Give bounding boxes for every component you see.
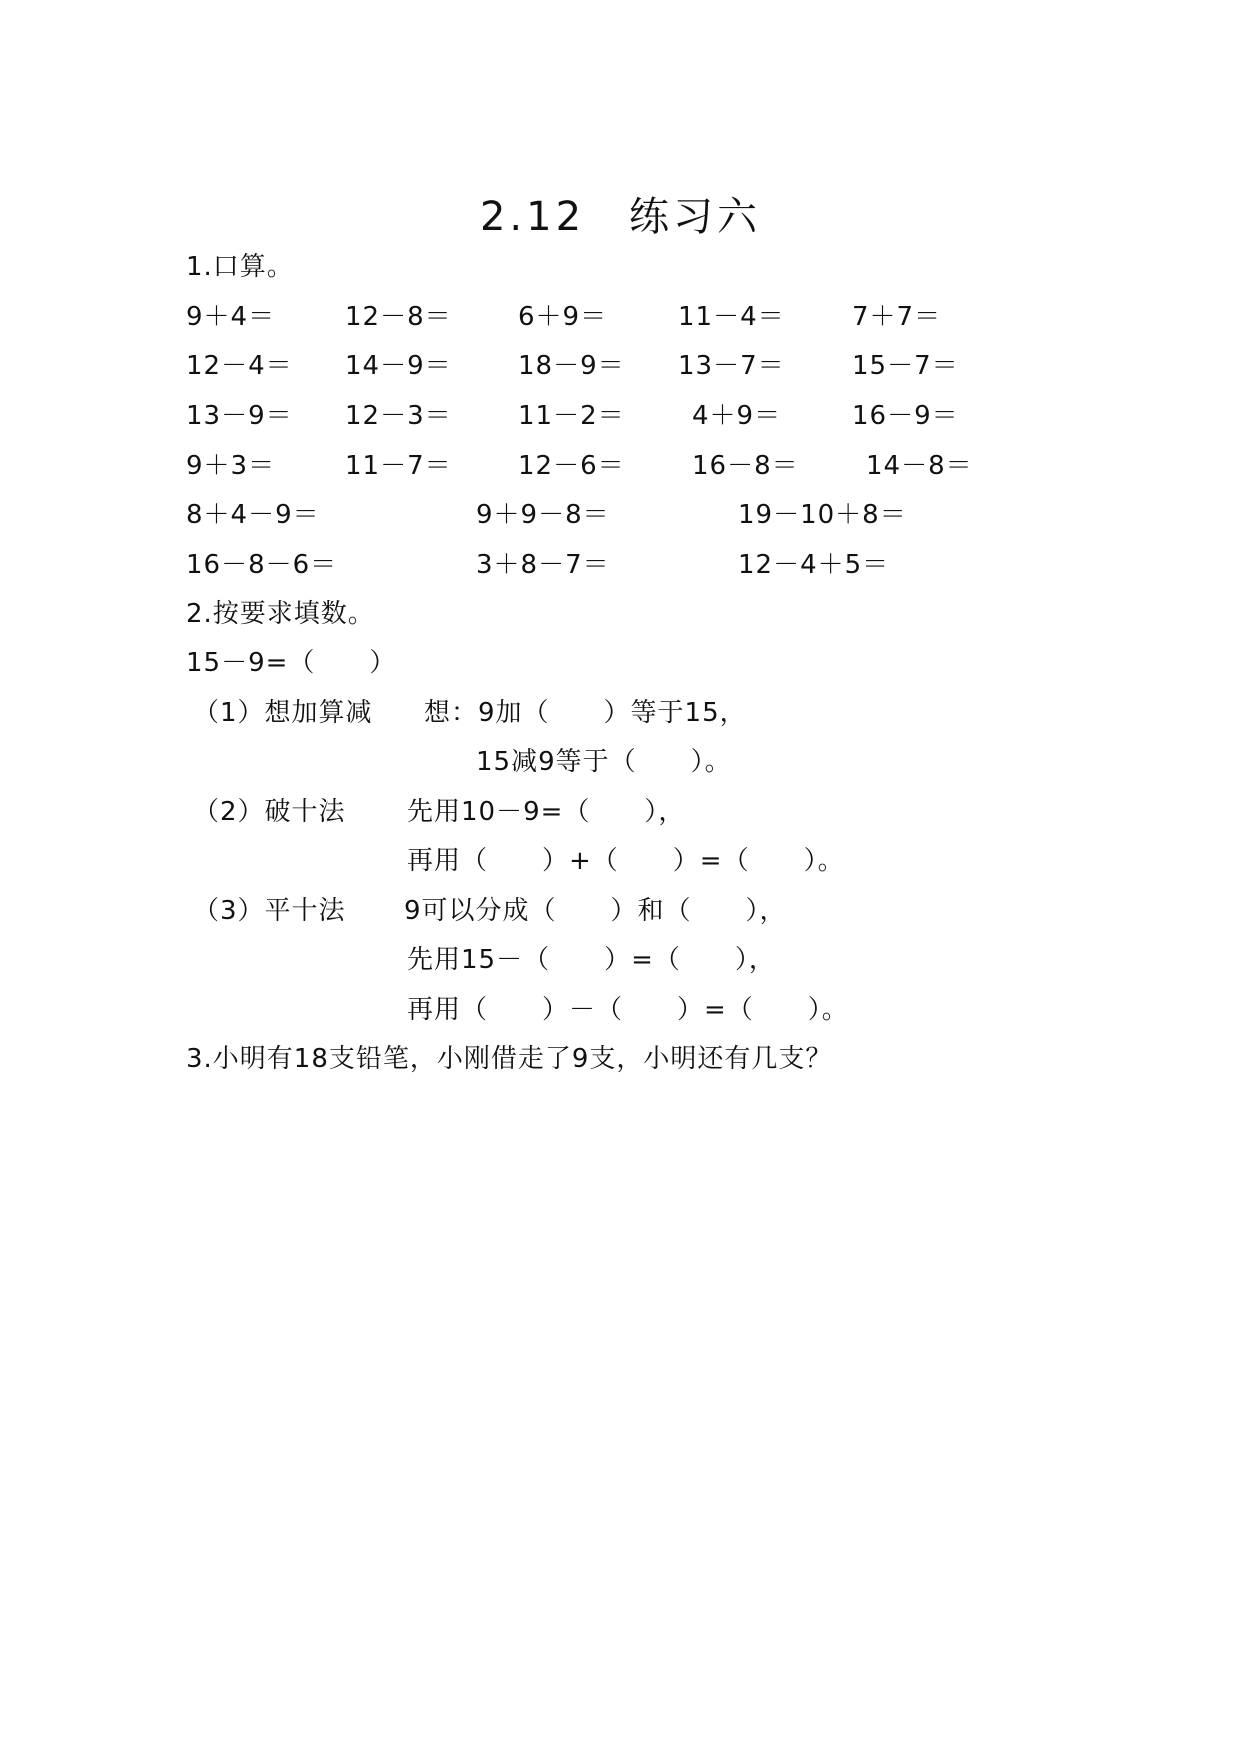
mixed-calc-item: 3＋8－7＝ bbox=[476, 550, 610, 580]
oral-calc-item: 12－3＝ bbox=[345, 401, 452, 431]
method-3-line: 先用15－（ ）=（ ）， bbox=[407, 945, 776, 975]
oral-calc-item: 14－9＝ bbox=[345, 351, 452, 381]
oral-calc-item: 9＋4＝ bbox=[186, 302, 276, 332]
oral-calc-item: 7＋7＝ bbox=[852, 302, 942, 332]
method-3-line: 再用（ ）－（ ）=（ ）。 bbox=[407, 995, 849, 1025]
mixed-calc-item: 12－4＋5＝ bbox=[738, 550, 890, 580]
oral-calc-item: 4＋9＝ bbox=[692, 401, 782, 431]
mixed-calc-item: 19－10＋8＝ bbox=[738, 500, 907, 530]
method-2-label: （2）破十法 bbox=[193, 797, 346, 827]
mixed-calc-item: 8＋4－9＝ bbox=[186, 500, 320, 530]
oral-calc-item: 18－9＝ bbox=[518, 351, 625, 381]
method-1-label: （1）想加算减 bbox=[193, 698, 373, 728]
mixed-calc-item: 9＋9－8＝ bbox=[476, 500, 610, 530]
method-2-line: 再用（ ）+（ ）=（ ）。 bbox=[407, 846, 845, 876]
oral-calc-item: 14－8＝ bbox=[866, 451, 973, 481]
oral-calc-item: 12－8＝ bbox=[345, 302, 452, 332]
oral-calc-item: 11－4＝ bbox=[678, 302, 785, 332]
method-1-line: 15减9等于（ ）。 bbox=[476, 747, 732, 777]
oral-calc-item: 12－6＝ bbox=[518, 451, 625, 481]
oral-calc-item: 13－9＝ bbox=[186, 401, 293, 431]
method-3-label: （3）平十法 bbox=[193, 896, 346, 926]
oral-calc-item: 9＋3＝ bbox=[186, 451, 276, 481]
method-3-line: 9可以分成（ ）和（ ）， bbox=[404, 896, 787, 926]
q2-heading: 2.按要求填数。 bbox=[186, 599, 375, 629]
oral-calc-item: 16－8＝ bbox=[692, 451, 799, 481]
oral-calc-item: 12－4＝ bbox=[186, 351, 293, 381]
oral-calc-item: 15－7＝ bbox=[852, 351, 959, 381]
q1-heading: 1.口算。 bbox=[186, 252, 294, 282]
page-title: 2.12 练习六 bbox=[479, 194, 762, 240]
oral-calc-item: 13－7＝ bbox=[678, 351, 785, 381]
mixed-calc-item: 16－8－6＝ bbox=[186, 550, 338, 580]
q3-word-problem: 3.小明有18支铅笔，小刚借走了9支，小明还有几支？ bbox=[186, 1044, 833, 1074]
method-2-line: 先用10－9=（ ）， bbox=[407, 797, 686, 827]
oral-calc-item: 16－9＝ bbox=[852, 401, 959, 431]
method-1-line: 想：9加（ ）等于15， bbox=[424, 698, 747, 728]
q2-problem: 15－9=（ ） bbox=[186, 648, 397, 678]
oral-calc-item: 11－7＝ bbox=[345, 451, 452, 481]
oral-calc-item: 6＋9＝ bbox=[518, 302, 608, 332]
oral-calc-item: 11－2＝ bbox=[518, 401, 625, 431]
